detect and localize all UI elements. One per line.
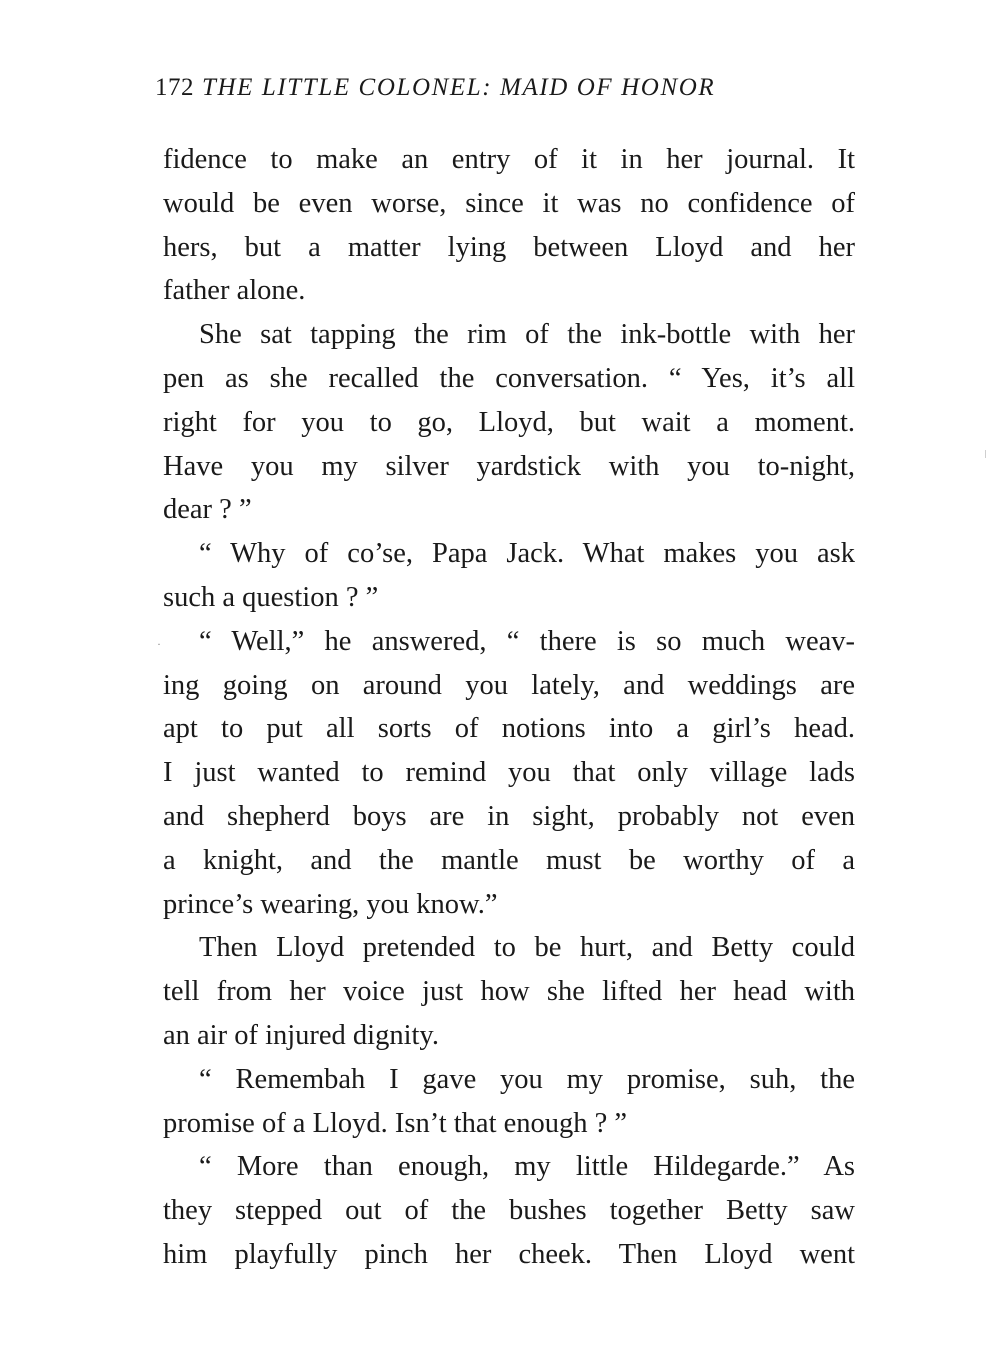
text-line: a knight, and the mantle must be worthy of a bbox=[163, 844, 855, 876]
text-line: fidence to make an entry of it in her journal. It bbox=[163, 144, 855, 175]
text-line: promise of a Lloyd. Isn’t that enough ? ” bbox=[163, 1107, 628, 1139]
text-line: and shepherd boys are in sight, probably not even bbox=[163, 800, 855, 832]
scan-edge-mark bbox=[985, 450, 986, 458]
body-text bbox=[163, 138, 855, 1277]
book-page bbox=[155, 0, 855, 1352]
text-line: such a question ? ” bbox=[163, 581, 379, 613]
print-speck: · bbox=[157, 637, 161, 651]
text-line: prince’s wearing, you know.” bbox=[163, 888, 498, 920]
text-line: hers, but a matter lying between Lloyd and her bbox=[163, 231, 855, 263]
text-line: “ More than enough, my little Hildegarde.” As bbox=[199, 1151, 855, 1183]
text-line: “ Remembah I gave you my promise, suh, the bbox=[199, 1063, 855, 1095]
text-line: right for you to go, Lloyd, but wait a moment. bbox=[163, 406, 855, 438]
text-line: “ Why of co’se, Papa Jack. What makes you ask bbox=[199, 538, 855, 570]
text-line: they stepped out of the bushes together Betty saw bbox=[163, 1195, 855, 1227]
text-line: an air of injured dignity. bbox=[163, 1019, 439, 1051]
text-line: Have you my silver yardstick with you to-night, bbox=[163, 450, 855, 482]
text-line: Then Lloyd pretended to be hurt, and Betty could bbox=[199, 932, 855, 964]
text-line: ing going on around you lately, and weddings are bbox=[163, 669, 855, 701]
text-line: apt to put all sorts of notions into a girl’s head. bbox=[163, 713, 855, 745]
text-line: “ Well,” he answered, “ there is so much weav- bbox=[199, 625, 855, 657]
page-number: 172 bbox=[155, 74, 194, 101]
text-line: tell from her voice just how she lifted her head with bbox=[163, 976, 855, 1008]
running-head bbox=[155, 74, 855, 102]
text-line: him playfully pinch her cheek. Then Lloyd went bbox=[163, 1238, 855, 1270]
running-title: THE LITTLE COLONEL: MAID OF HONOR bbox=[202, 74, 716, 101]
text-line: father alone. bbox=[163, 275, 306, 307]
text-line: would be even worse, since it was no confidence of bbox=[163, 187, 855, 219]
text-line: She sat tapping the rim of the ink-bottle with her bbox=[199, 319, 855, 351]
text-line: pen as she recalled the conversation. “ Yes, it’s all bbox=[163, 362, 855, 394]
text-line: dear ? ” bbox=[163, 494, 252, 526]
text-line: I just wanted to remind you that only village lads bbox=[163, 757, 855, 789]
